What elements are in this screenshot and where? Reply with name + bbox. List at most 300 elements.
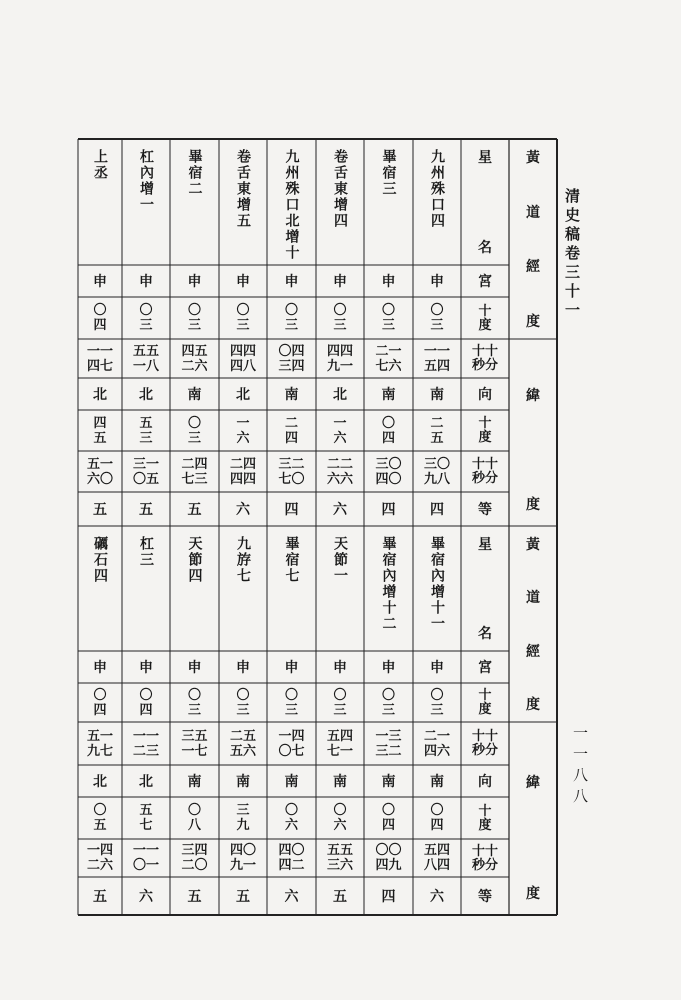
star-name-text: 畢宿內增十二 bbox=[380, 536, 397, 632]
cell-line: 四四 bbox=[326, 343, 353, 359]
header-du-2: 度 bbox=[526, 696, 540, 713]
star-name-cell bbox=[219, 139, 267, 265]
cell-line: 〇 bbox=[187, 303, 201, 318]
cell-line: 五 bbox=[93, 430, 107, 446]
longitude-degrees-cell bbox=[78, 683, 122, 722]
cell-line: 一一 bbox=[132, 843, 159, 858]
cell-line: 〇 bbox=[284, 687, 298, 703]
label-shidu-2: 十 度 bbox=[478, 688, 492, 717]
latitude-direction-cell: 南 bbox=[187, 387, 202, 403]
cell-line: 五 bbox=[139, 803, 153, 818]
latitude-direction-cell: 南 bbox=[430, 774, 444, 790]
cell-line: 六 bbox=[236, 430, 250, 446]
magnitude-cell: 四 bbox=[381, 889, 396, 905]
star-name-cell bbox=[316, 139, 364, 265]
zodiac-sign-cell: 申 bbox=[93, 660, 107, 676]
longitude-minutes-cell bbox=[170, 339, 219, 378]
latitude-direction-cell: 南 bbox=[333, 774, 347, 790]
longitude-minutes-cell bbox=[170, 722, 219, 765]
zodiac-sign-cell: 申 bbox=[381, 274, 396, 290]
cell-line: 二二 bbox=[326, 456, 353, 472]
star-name-cell bbox=[170, 139, 219, 265]
star-name-text: 上丞 bbox=[92, 149, 108, 181]
star-name-text: 礪石四 bbox=[92, 536, 108, 584]
cell-line: 四〇 bbox=[375, 471, 402, 487]
cell-line: 三 bbox=[284, 318, 298, 333]
running-title: 清史稿卷三十一 bbox=[563, 188, 581, 321]
cell-line: 七一 bbox=[326, 743, 353, 759]
label-shimiao-1: 十十 秒分 bbox=[471, 344, 498, 373]
cell-line: 〇 bbox=[236, 303, 250, 318]
latitude-direction-cell: 南 bbox=[381, 774, 396, 790]
label-shidu2-2: 十 度 bbox=[478, 803, 492, 833]
longitude-minutes-cell bbox=[267, 339, 316, 378]
zodiac-sign-cell: 申 bbox=[333, 660, 347, 676]
cell-line: 三二 bbox=[278, 456, 305, 472]
latitude-direction-cell: 南 bbox=[187, 774, 202, 790]
header-dao-1: 道 bbox=[526, 204, 540, 221]
longitude-degrees-cell bbox=[316, 297, 364, 339]
cell-line: 〇 bbox=[381, 687, 395, 703]
cell-line: 四 bbox=[93, 415, 107, 431]
latitude-degrees-cell bbox=[219, 410, 267, 451]
cell-line: 三 bbox=[333, 318, 347, 333]
cell-line: 三 bbox=[430, 702, 444, 718]
cell-line: 三 bbox=[236, 803, 250, 818]
cell-line: 九 bbox=[236, 818, 250, 833]
star-name-cell bbox=[364, 139, 413, 265]
latitude-minutes-cell bbox=[413, 839, 461, 877]
cell-line: 八四 bbox=[423, 858, 450, 873]
star-name-text: 杠三 bbox=[138, 536, 154, 568]
header-jing-2: 經 bbox=[526, 643, 540, 660]
cell-line: 三 bbox=[187, 430, 201, 446]
label-shidu2-1: 十 度 bbox=[478, 416, 492, 445]
longitude-degrees-cell bbox=[364, 297, 413, 339]
ecliptic-header-1 bbox=[509, 139, 557, 339]
star-name-cell bbox=[364, 526, 413, 651]
latitude-degrees-cell bbox=[170, 410, 219, 451]
label-xing-1: 星 bbox=[478, 150, 492, 166]
longitude-minutes-cell bbox=[122, 722, 170, 765]
cell-line: 〇 bbox=[430, 803, 444, 818]
zodiac-sign-cell: 申 bbox=[236, 660, 250, 676]
cell-line: 二五 bbox=[229, 728, 256, 744]
star-name-text: 九州殊口四 bbox=[429, 149, 445, 229]
cell-line: 三 bbox=[187, 318, 201, 333]
cell-line: 四四 bbox=[229, 471, 256, 487]
zodiac-sign-cell: 申 bbox=[236, 274, 250, 290]
cell-line: 一三 bbox=[375, 728, 402, 744]
magnitude-cell: 四 bbox=[430, 502, 444, 518]
star-name-cell bbox=[122, 526, 170, 651]
cell-line: 四六 bbox=[423, 743, 450, 759]
longitude-minutes-cell bbox=[364, 722, 413, 765]
zodiac-sign-cell: 申 bbox=[284, 274, 299, 290]
label-star-name-1 bbox=[461, 139, 509, 265]
star-name-text: 天節四 bbox=[186, 536, 203, 584]
cell-line: 四 bbox=[93, 318, 107, 333]
cell-line: 七六 bbox=[375, 358, 402, 374]
latitude-direction-cell: 南 bbox=[284, 774, 299, 790]
latitude-minutes-cell bbox=[316, 839, 364, 877]
star-name-text: 九州殊口北增十 bbox=[283, 149, 300, 261]
magnitude-cell: 五 bbox=[139, 502, 153, 518]
latitude-minutes-cell bbox=[78, 839, 122, 877]
label-star-name-2 bbox=[461, 526, 509, 651]
cell-line: 三二 bbox=[375, 743, 402, 759]
latitude-direction-cell: 北 bbox=[333, 387, 347, 403]
cell-line: 二三 bbox=[132, 743, 159, 759]
cell-line: 〇五 bbox=[132, 471, 159, 487]
label-xiang-1: 向 bbox=[478, 387, 492, 403]
cell-line: 九一 bbox=[229, 858, 256, 873]
ecliptic-header-2 bbox=[509, 526, 557, 722]
cell-line: 五四 bbox=[423, 358, 450, 374]
longitude-minutes-cell bbox=[413, 722, 461, 765]
label-shidu-1: 十 度 bbox=[478, 303, 492, 333]
cell-line: 一一 bbox=[423, 343, 450, 359]
label-shimiao-2: 十十 秒分 bbox=[471, 729, 498, 758]
cell-line: 四〇 bbox=[278, 843, 305, 858]
star-name-cell bbox=[219, 526, 267, 651]
cell-line: 三 bbox=[187, 702, 201, 718]
cell-line: 一一 bbox=[86, 343, 113, 359]
cell-line: 〇一 bbox=[132, 858, 159, 873]
magnitude-cell: 五 bbox=[187, 502, 202, 518]
longitude-minutes-cell bbox=[219, 339, 267, 378]
zodiac-sign-cell: 申 bbox=[139, 274, 153, 290]
header-du2-1: 度 bbox=[526, 497, 540, 513]
zodiac-sign-cell: 申 bbox=[333, 274, 347, 290]
cell-line: 一八 bbox=[132, 358, 159, 374]
cell-line: 〇 bbox=[430, 303, 444, 318]
magnitude-cell: 六 bbox=[139, 889, 153, 905]
cell-line: 七 bbox=[139, 818, 153, 833]
cell-line: 〇 bbox=[333, 687, 347, 703]
zodiac-sign-cell: 申 bbox=[430, 660, 444, 676]
cell-line: 〇 bbox=[333, 803, 347, 818]
star-name-text: 卷舌東增四 bbox=[332, 149, 348, 229]
latitude-minutes-cell bbox=[364, 451, 413, 492]
latitude-degrees-cell bbox=[364, 797, 413, 839]
magnitude-cell: 五 bbox=[333, 889, 347, 905]
cell-line: 四 bbox=[430, 818, 444, 833]
cell-line: 二四 bbox=[229, 456, 256, 472]
cell-line: 〇 bbox=[284, 803, 298, 818]
latitude-minutes-cell bbox=[413, 451, 461, 492]
cell-line: 一 bbox=[333, 415, 347, 431]
header-wei-2: 緯 bbox=[526, 775, 540, 791]
longitude-minutes-cell bbox=[78, 722, 122, 765]
cell-line: 三 bbox=[381, 318, 395, 333]
cell-line: 四九 bbox=[375, 858, 402, 873]
star-name-cell bbox=[267, 526, 316, 651]
longitude-degrees-cell bbox=[316, 683, 364, 722]
cell-line: 四 bbox=[381, 818, 395, 833]
label-ming-2: 名 bbox=[478, 626, 492, 642]
cell-line: 五 bbox=[139, 415, 153, 431]
cell-line: 五一 bbox=[86, 728, 113, 744]
latitude-degrees-cell bbox=[316, 410, 364, 451]
cell-line: 三四 bbox=[278, 358, 305, 374]
label-deng-1: 等 bbox=[478, 502, 492, 518]
header-jing-1: 經 bbox=[526, 259, 540, 276]
cell-line: 六〇 bbox=[86, 471, 113, 487]
latitude-minutes-cell bbox=[219, 839, 267, 877]
latitude-degrees-cell bbox=[413, 410, 461, 451]
cell-line: 三 bbox=[139, 430, 153, 446]
longitude-degrees-cell bbox=[413, 683, 461, 722]
magnitude-cell: 五 bbox=[93, 502, 107, 518]
cell-line: 〇 bbox=[381, 803, 395, 818]
star-name-text: 卷舌東增五 bbox=[235, 149, 251, 229]
cell-line: 六六 bbox=[326, 471, 353, 487]
cell-line: 三五 bbox=[181, 728, 208, 744]
magnitude-cell: 六 bbox=[284, 889, 299, 905]
cell-line: 〇七 bbox=[278, 743, 305, 759]
longitude-degrees-cell bbox=[219, 297, 267, 339]
cell-line: 三四 bbox=[181, 843, 208, 858]
cell-line: 三 bbox=[236, 702, 250, 718]
cell-line: 〇 bbox=[381, 303, 395, 318]
cell-line: 五四 bbox=[326, 728, 353, 744]
cell-line: 二一 bbox=[375, 343, 402, 359]
latitude-minutes-cell bbox=[78, 451, 122, 492]
zodiac-sign-cell: 申 bbox=[139, 660, 153, 676]
cell-line: 〇 bbox=[381, 415, 395, 431]
latitude-minutes-cell bbox=[122, 451, 170, 492]
cell-line: 四〇 bbox=[229, 843, 256, 858]
cell-line: 五一 bbox=[86, 456, 113, 472]
cell-line: 〇 bbox=[187, 803, 201, 818]
header-wei-1: 緯 bbox=[526, 388, 540, 404]
cell-line: 五五 bbox=[326, 843, 353, 858]
latitude-direction-cell: 北 bbox=[93, 387, 107, 403]
longitude-degrees-cell bbox=[413, 297, 461, 339]
label-shimiao2-2: 十十 秒分 bbox=[471, 843, 498, 873]
longitude-minutes-cell bbox=[267, 722, 316, 765]
page-number: 一一八八 bbox=[571, 725, 589, 809]
label-shimiao2-1: 十十 秒分 bbox=[471, 457, 498, 486]
latitude-minutes-cell bbox=[219, 451, 267, 492]
longitude-minutes-cell bbox=[364, 339, 413, 378]
cell-line: 七三 bbox=[181, 471, 208, 487]
zodiac-sign-cell: 申 bbox=[187, 274, 202, 290]
latitude-direction-cell: 南 bbox=[430, 387, 444, 403]
cell-line: 三 bbox=[333, 702, 347, 718]
latitude-degrees-cell bbox=[413, 797, 461, 839]
star-name-cell bbox=[413, 139, 461, 265]
header-dao-2: 道 bbox=[526, 590, 540, 607]
magnitude-cell: 六 bbox=[333, 502, 347, 518]
cell-line: 〇 bbox=[93, 803, 107, 818]
latitude-degrees-cell bbox=[219, 797, 267, 839]
cell-line: 二六 bbox=[181, 358, 208, 374]
cell-line: 二四 bbox=[181, 456, 208, 472]
header-du-1: 度 bbox=[526, 313, 540, 330]
zodiac-sign-cell: 申 bbox=[93, 274, 107, 290]
zodiac-sign-cell: 申 bbox=[430, 274, 444, 290]
header-huang-2: 黃 bbox=[526, 537, 540, 553]
cell-line: 九一 bbox=[326, 358, 353, 374]
longitude-degrees-cell bbox=[122, 297, 170, 339]
latitude-minutes-cell bbox=[170, 839, 219, 877]
cell-line: 〇 bbox=[187, 687, 201, 703]
magnitude-cell: 五 bbox=[236, 889, 250, 905]
longitude-degrees-cell bbox=[267, 297, 316, 339]
longitude-degrees-cell bbox=[122, 683, 170, 722]
header-du2-2: 度 bbox=[526, 886, 540, 902]
star-name-cell bbox=[316, 526, 364, 651]
label-ming-1: 名 bbox=[478, 240, 492, 256]
cell-line: 四二 bbox=[278, 858, 305, 873]
star-name-text: 天節一 bbox=[332, 536, 348, 584]
latitude-degrees-cell bbox=[316, 797, 364, 839]
cell-line: 一四 bbox=[278, 728, 305, 744]
star-name-text: 畢宿二 bbox=[186, 149, 203, 197]
longitude-minutes-cell bbox=[316, 339, 364, 378]
cell-line: 二 bbox=[284, 415, 298, 431]
longitude-degrees-cell bbox=[170, 683, 219, 722]
cell-line: 四七 bbox=[86, 358, 113, 374]
cell-line: 五 bbox=[430, 430, 444, 446]
latitude-minutes-cell bbox=[267, 451, 316, 492]
cell-line: 〇 bbox=[93, 687, 107, 703]
cell-line: 三 bbox=[139, 318, 153, 333]
label-gong-1: 宮 bbox=[478, 274, 492, 290]
cell-line: 〇 bbox=[236, 687, 250, 703]
label-deng-2: 等 bbox=[478, 889, 492, 905]
cell-line: 四 bbox=[284, 430, 298, 446]
cell-line: 四 bbox=[139, 702, 153, 718]
cell-line: 一 bbox=[236, 415, 250, 431]
longitude-minutes-cell bbox=[122, 339, 170, 378]
cell-line: 三 bbox=[236, 318, 250, 333]
cell-line: 三 bbox=[284, 702, 298, 718]
cell-line: 四 bbox=[93, 702, 107, 718]
latitude-minutes-cell bbox=[364, 839, 413, 877]
cell-line: 五五 bbox=[132, 343, 159, 359]
star-name-cell bbox=[170, 526, 219, 651]
star-name-text: 杠內增一 bbox=[138, 149, 154, 213]
label-xiang-2: 向 bbox=[478, 774, 492, 790]
latitude-direction-cell: 北 bbox=[139, 774, 153, 790]
cell-line: 〇 bbox=[333, 303, 347, 318]
cell-line: 二一 bbox=[423, 728, 450, 744]
cell-line: 五四 bbox=[423, 843, 450, 858]
longitude-degrees-cell bbox=[78, 297, 122, 339]
zodiac-sign-cell: 申 bbox=[187, 660, 202, 676]
star-name-cell bbox=[78, 139, 122, 265]
label-xing-2: 星 bbox=[478, 537, 492, 553]
latitude-header-2 bbox=[509, 722, 557, 915]
star-name-cell bbox=[267, 139, 316, 265]
latitude-degrees-cell bbox=[122, 797, 170, 839]
latitude-degrees-cell bbox=[122, 410, 170, 451]
cell-line: 一四 bbox=[86, 843, 113, 858]
cell-line: 六 bbox=[284, 818, 298, 833]
cell-line: 五 bbox=[93, 818, 107, 833]
cell-line: 三〇 bbox=[423, 456, 450, 472]
latitude-degrees-cell bbox=[170, 797, 219, 839]
header-huang-1: 黃 bbox=[526, 150, 540, 166]
latitude-minutes-cell bbox=[170, 451, 219, 492]
latitude-direction-cell: 南 bbox=[236, 774, 250, 790]
label-gong-2: 宮 bbox=[478, 660, 492, 676]
cell-line: 〇 bbox=[93, 303, 107, 318]
cell-line: 〇〇 bbox=[375, 843, 402, 858]
cell-line: 三〇 bbox=[375, 456, 402, 472]
latitude-direction-cell: 南 bbox=[381, 387, 396, 403]
cell-line: 〇 bbox=[187, 415, 201, 431]
latitude-direction-cell: 北 bbox=[139, 387, 153, 403]
cell-line: 六 bbox=[333, 818, 347, 833]
magnitude-cell: 四 bbox=[381, 502, 396, 518]
cell-line: 四四 bbox=[229, 343, 256, 359]
cell-line: 二六 bbox=[86, 858, 113, 873]
longitude-minutes-cell bbox=[219, 722, 267, 765]
star-name-text: 畢宿七 bbox=[283, 536, 300, 584]
magnitude-cell: 五 bbox=[187, 889, 202, 905]
latitude-degrees-cell bbox=[78, 410, 122, 451]
latitude-degrees-cell bbox=[267, 410, 316, 451]
magnitude-cell: 六 bbox=[430, 889, 444, 905]
cell-line: 二 bbox=[430, 415, 444, 431]
latitude-minutes-cell bbox=[267, 839, 316, 877]
cell-line: 〇四 bbox=[278, 343, 305, 359]
cell-line: 四五 bbox=[181, 343, 208, 359]
cell-line: 三 bbox=[381, 702, 395, 718]
zodiac-sign-cell: 申 bbox=[381, 660, 396, 676]
cell-line: 五六 bbox=[229, 743, 256, 759]
magnitude-cell: 六 bbox=[236, 502, 250, 518]
longitude-minutes-cell bbox=[316, 722, 364, 765]
longitude-minutes-cell bbox=[78, 339, 122, 378]
star-name-text: 畢宿三 bbox=[380, 149, 397, 197]
latitude-direction-cell: 北 bbox=[93, 774, 107, 790]
cell-line: 六 bbox=[333, 430, 347, 446]
cell-line: 三六 bbox=[326, 858, 353, 873]
latitude-degrees-cell bbox=[78, 797, 122, 839]
latitude-degrees-cell bbox=[267, 797, 316, 839]
cell-line: 九七 bbox=[86, 743, 113, 759]
cell-line: 一七 bbox=[181, 743, 208, 759]
longitude-minutes-cell bbox=[413, 339, 461, 378]
star-name-text: 九斿七 bbox=[235, 536, 251, 584]
cell-line: 七〇 bbox=[278, 471, 305, 487]
magnitude-cell: 四 bbox=[284, 502, 299, 518]
star-name-cell bbox=[413, 526, 461, 651]
cell-line: 〇 bbox=[430, 687, 444, 703]
longitude-degrees-cell bbox=[267, 683, 316, 722]
longitude-degrees-cell bbox=[170, 297, 219, 339]
cell-line: 二〇 bbox=[181, 858, 208, 873]
latitude-minutes-cell bbox=[122, 839, 170, 877]
cell-line: 四 bbox=[381, 430, 395, 446]
magnitude-cell: 五 bbox=[93, 889, 107, 905]
cell-line: 三一 bbox=[132, 456, 159, 472]
cell-line: 四八 bbox=[229, 358, 256, 374]
cell-line: 三 bbox=[430, 318, 444, 333]
latitude-header-1 bbox=[509, 339, 557, 526]
cell-line: 八 bbox=[187, 818, 201, 833]
longitude-degrees-cell bbox=[219, 683, 267, 722]
longitude-degrees-cell bbox=[364, 683, 413, 722]
cell-line: 九八 bbox=[423, 471, 450, 487]
latitude-minutes-cell bbox=[316, 451, 364, 492]
latitude-direction-cell: 北 bbox=[236, 387, 250, 403]
